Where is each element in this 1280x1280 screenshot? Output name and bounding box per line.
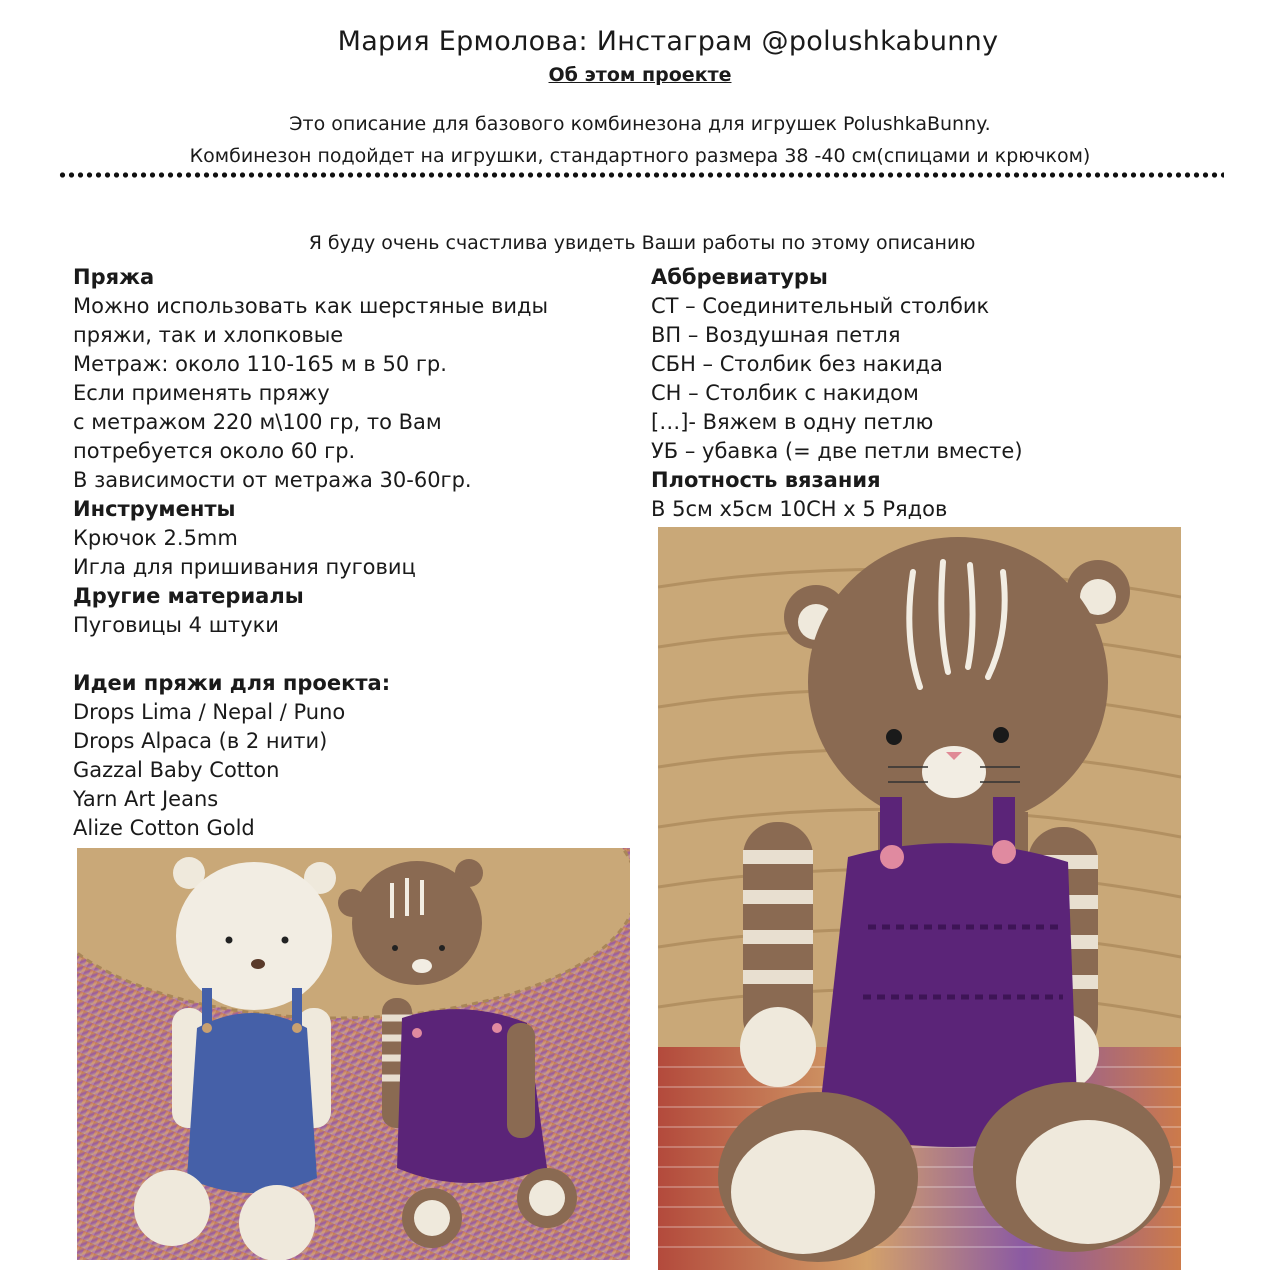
photo-bear-and-cat [77, 848, 630, 1260]
abbreviation-line: СТ – Соединительный столбик [651, 294, 990, 318]
yarn-line: с метражом 220 м\100 гр, то Вам [73, 410, 442, 434]
yarn-ideas-heading: Идеи пряжи для проекта: [73, 671, 391, 695]
yarn-line: В зависимости от метража 30-60гр. [73, 468, 472, 492]
intro-line-1: Это описание для базового комбинезона для игрушек PolushkaBunny. [289, 113, 991, 135]
photo-cat-closeup [658, 527, 1181, 1270]
abbreviation-line: СБН – Столбик без накида [651, 352, 943, 376]
other-materials-heading: Другие материалы [73, 584, 304, 608]
yarn-line: Можно использовать как шерстяные виды [73, 294, 549, 318]
right-column [651, 263, 1023, 524]
density-heading: Плотность вязания [651, 468, 881, 492]
yarn-line: потребуется около 60 гр. [73, 439, 356, 463]
yarn-line: Если применять пряжу [73, 381, 330, 405]
yarn-idea: Alize Cotton Gold [73, 816, 255, 840]
tools-line: Крючок 2.5mm [73, 526, 238, 550]
other-materials-line: Пуговицы 4 штуки [73, 613, 279, 637]
yarn-heading: Пряжа [73, 265, 155, 289]
abbreviation-line: СН – Столбик с накидом [651, 381, 919, 405]
left-column [73, 263, 548, 843]
intro-line-2: Комбинезон подойдет на игрушки, стандартного размера 38 -40 см(спицами и крючком) [189, 145, 1091, 167]
yarn-line: Метраж: около 110-165 м в 50 гр. [73, 352, 447, 376]
density-line: В 5см х5см 10СН х 5 Рядов [651, 497, 948, 521]
tools-line: Игла для пришивания пуговиц [73, 555, 416, 579]
project-subtitle: Об этом проекте [548, 64, 732, 86]
abbreviation-line: ВП – Воздушная петля [651, 323, 901, 347]
yarn-idea: Drops Lima / Nepal / Puno [73, 700, 346, 724]
abbreviation-line: УБ – убавка (= две петли вместе) [651, 439, 1023, 463]
yarn-idea: Drops Alpaca (в 2 нити) [73, 729, 328, 753]
spacer [73, 640, 548, 669]
yarn-line: пряжи, так и хлопковые [73, 323, 344, 347]
dotted-divider [58, 172, 1224, 178]
page-title: Мария Ермолова: Инстаграм @polushkabunny [337, 26, 999, 57]
happy-line: Я буду очень счастлива увидеть Ваши работы по этому описанию [308, 232, 976, 254]
abbreviation-line: […]- Вяжем в одну петлю [651, 410, 934, 434]
abbreviations-heading: Аббревиатуры [651, 265, 828, 289]
tools-heading: Инструменты [73, 497, 236, 521]
yarn-idea: Gazzal Baby Cotton [73, 758, 280, 782]
yarn-idea: Yarn Art Jeans [73, 787, 219, 811]
